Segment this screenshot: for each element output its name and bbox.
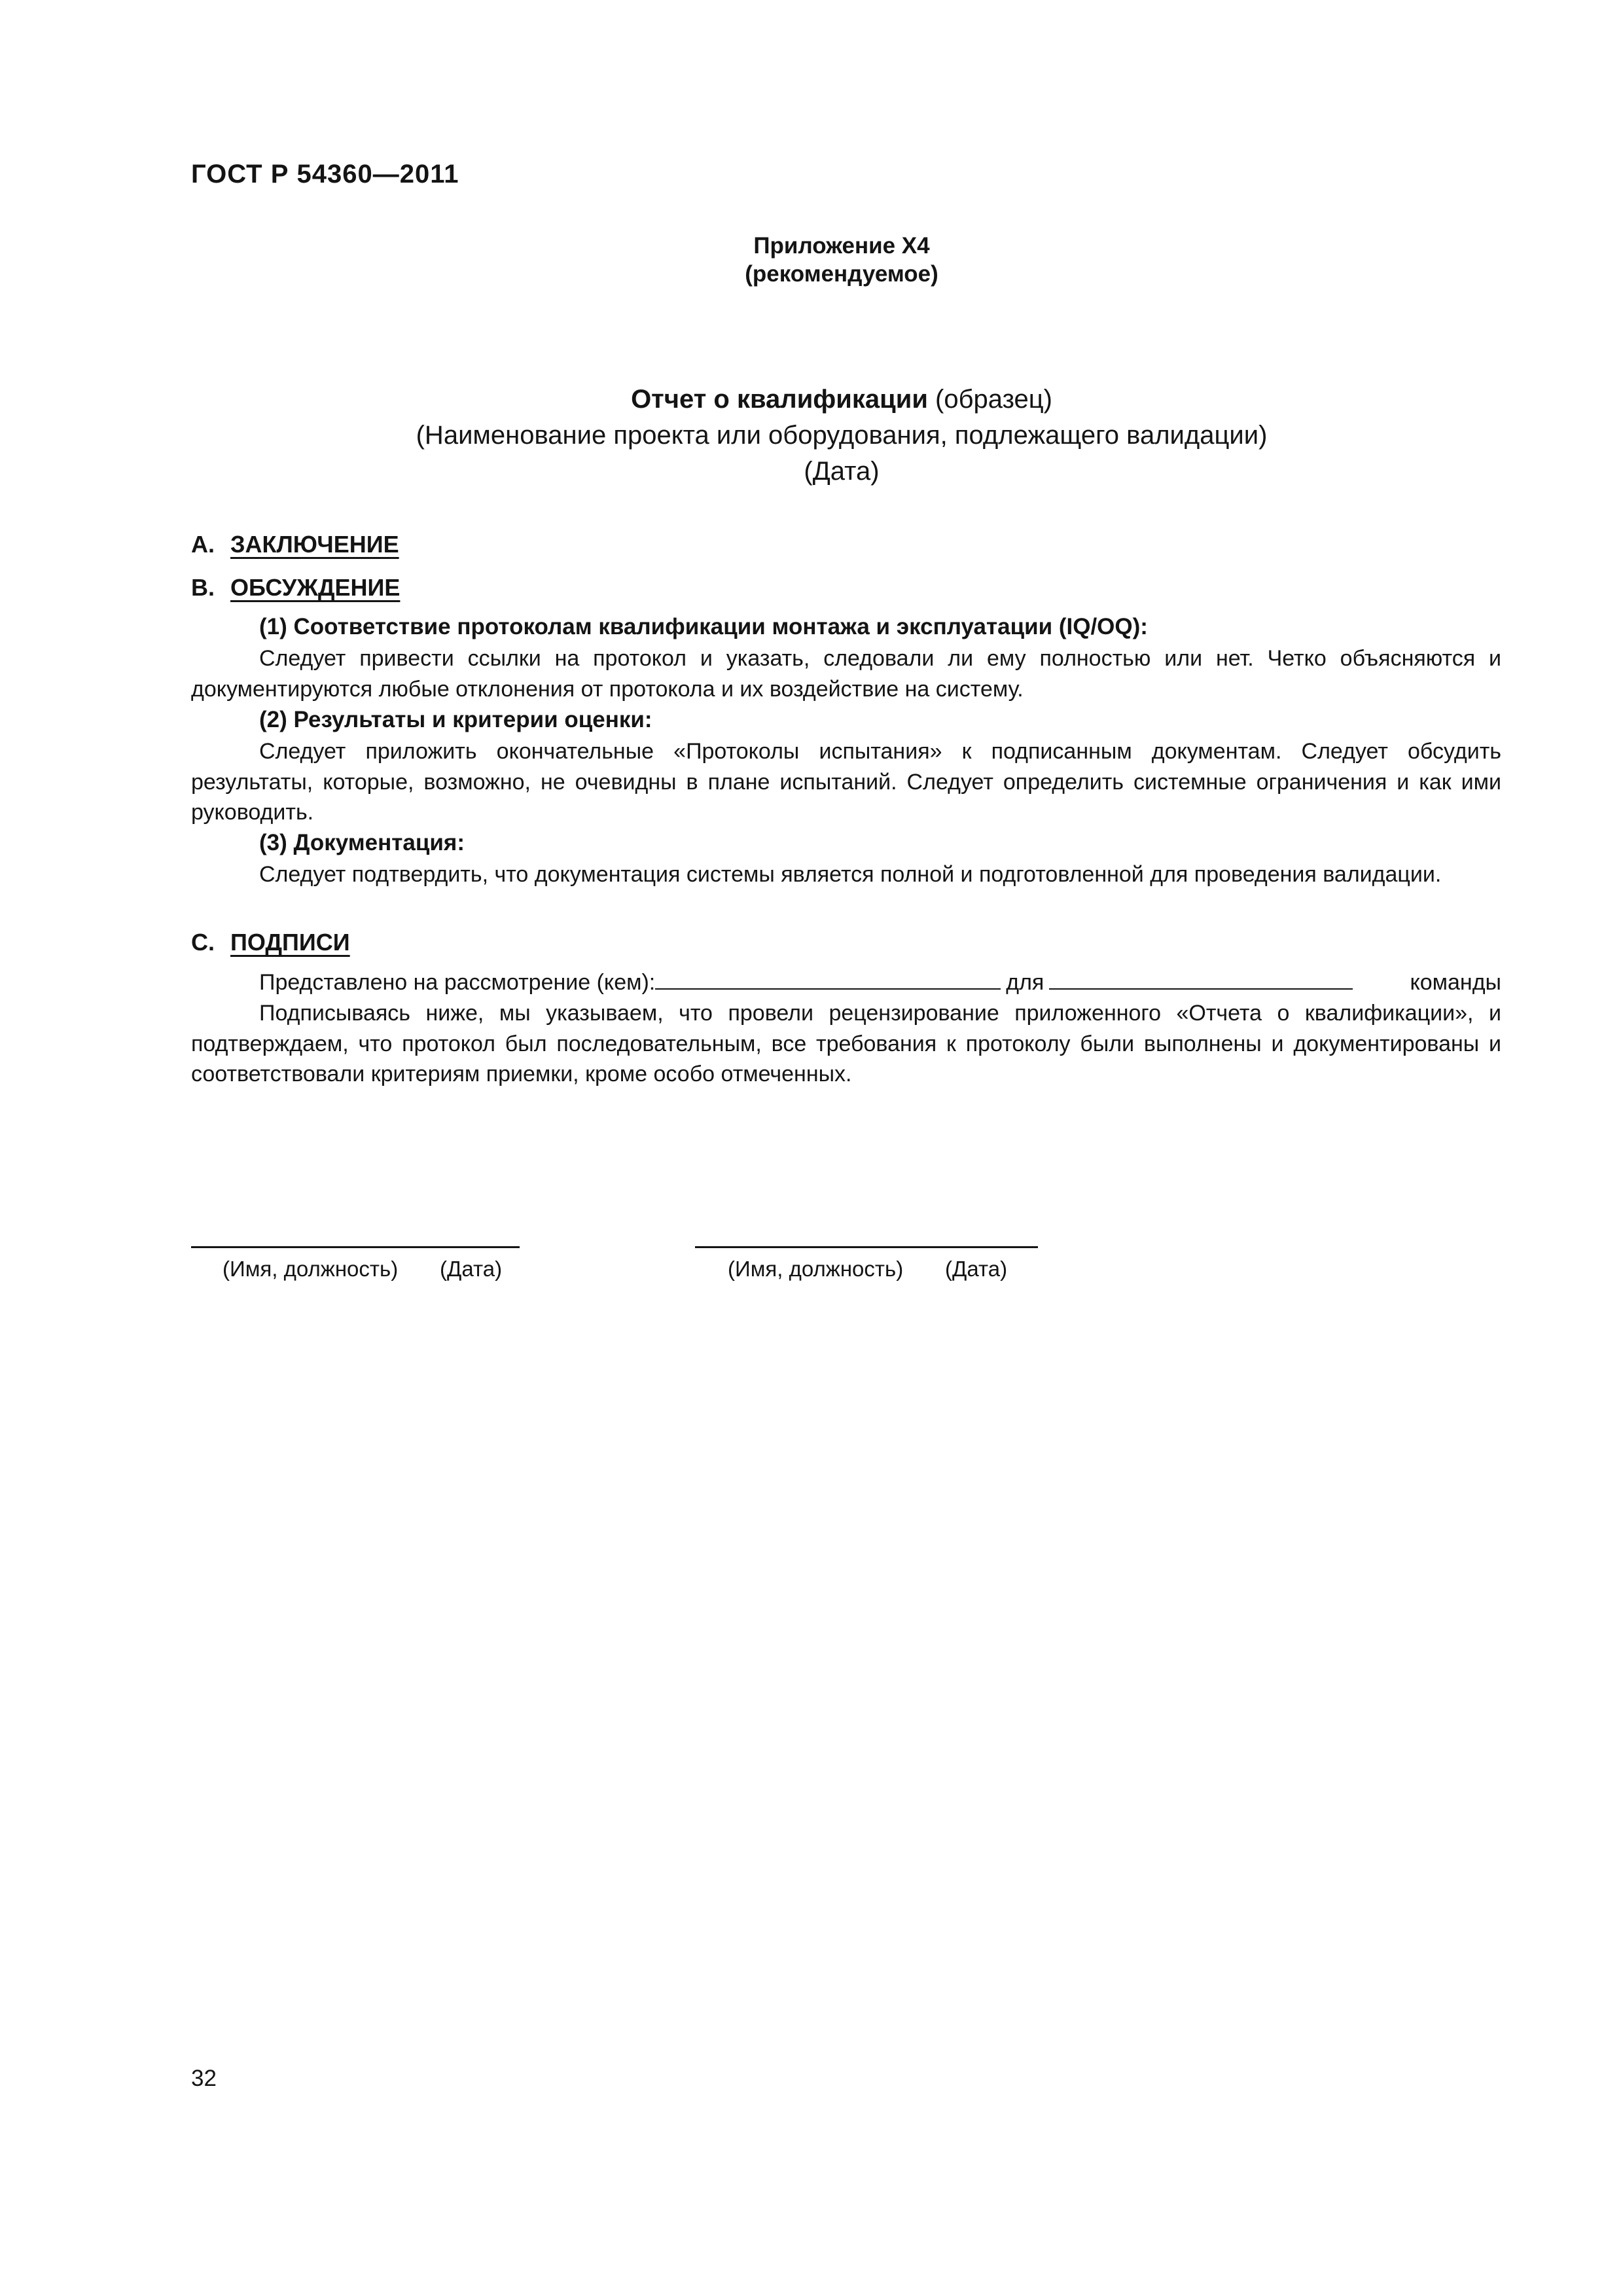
annex-title: Приложение Х4 [753,233,930,259]
section-a-letter: А. [191,531,215,558]
submitted-by-label: Представлено на рассмотрение (кем): [259,970,656,995]
subsection-1-heading: (1) Соответствие протоколам квалификации монтажа и эксплуатации (IQ/OQ): [259,614,1148,639]
section-b-letter: В. [191,574,215,601]
report-project-line: (Наименование проекта или оборудования, подлежащего валидации) [416,421,1268,450]
signature-1-name-label: (Имя, должность) [223,1257,399,1281]
report-title-sample: (образец) [935,385,1052,414]
for-label: для [1006,970,1044,995]
signature-1-date-label: (Дата) [440,1257,503,1281]
section-b-name: ОБСУЖДЕНИЕ [230,574,401,601]
subsection-2-heading: (2) Результаты и критерии оценки: [259,707,652,732]
submitted-by-row [259,967,1501,997]
report-title-bold: Отчет о квалификации [631,385,928,414]
signature-line-1[interactable] [191,1246,520,1248]
standard-code: ГОСТ Р 54360—2011 [191,160,459,188]
signature-line-2[interactable] [695,1246,1038,1248]
subsection-1-text: Следует привести ссылки на протокол и указать, следовали ли ему полностью или нет. Четко объясняются и документируются любые отклонения от протокола и их воздействие на систему. [191,646,1501,702]
section-c-name: ПОДПИСИ [230,929,350,956]
signature-2-name-label: (Имя, должность) [728,1257,904,1281]
section-c-heading [191,927,350,958]
signature-statement: Подписываясь ниже, мы указываем, что провели рецензирование приложенного «Отчета о квалификации», и подтверждаем, что протокол был последовательным, все требования к протоколу были выполнены и документированы и соответствовали критериям приемки, кроме особо отмеченных. [191,1001,1501,1086]
section-c-letter: С. [191,929,215,956]
section-a-name: ЗАКЛЮЧЕНИЕ [230,531,399,558]
team-blank[interactable] [1049,969,1353,990]
report-date-line: (Дата) [804,457,880,486]
submitted-by-blank[interactable] [655,969,1001,990]
team-label: команды [1410,970,1501,995]
signature-2-date-label: (Дата) [945,1257,1008,1281]
report-title [0,383,1623,416]
section-a-heading [191,529,399,560]
subsection-3-heading: (3) Документация: [259,830,465,855]
subsection-3-text: Следует подтвердить, что документация системы является полной и подготовленной для проведения валидации. [259,862,1442,887]
page-number: 32 [191,2066,217,2091]
annex-status: (рекомендуемое) [745,261,938,287]
section-b-heading [191,572,400,603]
subsection-2-text: Следует приложить окончательные «Протоколы испытания» к подписанным документам. Следует обсудить результаты, которые, возможно, не очевидны в плане испытаний. Следует определить системные ограничения и как ими руководить. [191,739,1501,825]
